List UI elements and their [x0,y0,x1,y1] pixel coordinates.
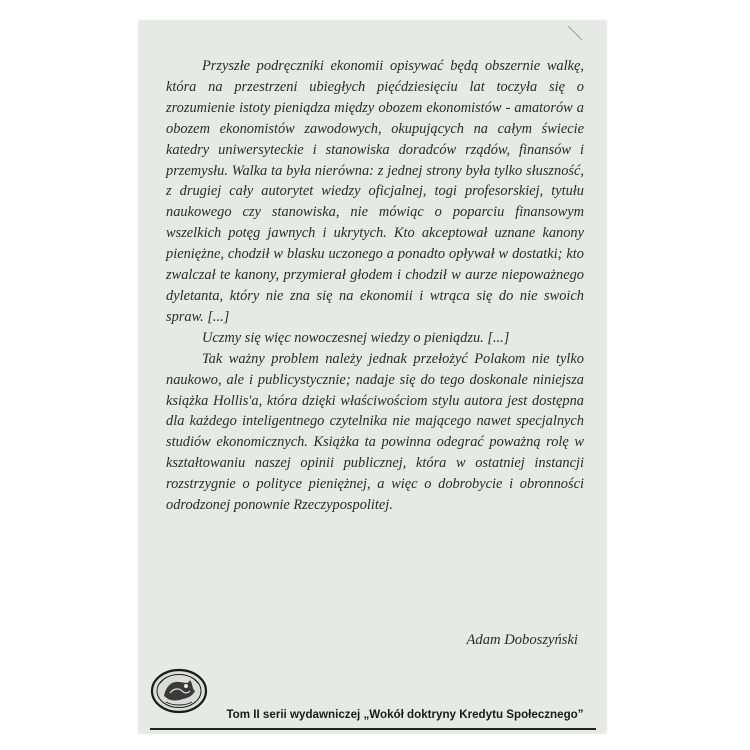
paragraph-2: Uczmy się więc nowoczesnej wiedzy o pieniądzu. [...] [202,329,510,346]
paragraph-3: Tak ważny problem należy jednak przełożyć Polakom nie tylko naukowo, ale i publicystycznie; nadaje się do tego doskonale niniejsza książka Hollis'a, która dzięki właściwościom stylu autora jest dostępna dla każdego inteligentnego czytelnika nie mającego nawet specjalnych studiów ekonomicznych. Książka ta powinna odegrać poważną rolę w kształtowaniu naszej opinii publicznej, która w ostatniej instancji rozstrzygnie o polityce pieniężnej, a więc o dobrobycie i obronności odrodzonej ponownie Rzeczypospolitej. [166,350,584,514]
corner-crease-mark [562,24,592,44]
bottom-rule [150,728,596,730]
series-caption: Tom II serii wydawniczej „Wokół doktryny Kredytu Społecznego” [226,708,584,721]
author-signature: Adam Doboszyński [466,632,578,648]
blurb-text [166,56,584,516]
paragraph-1: Przyszłe podręczniki ekonomii opisywać będą obszernie walkę, która na przestrzeni ubiegłych pięćdziesięciu lat toczyła się o zrozumienie istoty pieniądza między obozem ekonomistów - amatorów a obozem ekonomistów zawodowych, okupujących na całym świecie katedry uniwersyteckie i stanowiska doradców rządów, finansów i przemysłu. Walka ta była nierówna: z jednej strony była tylko słuszność, z drugiej cały autorytet wiedzy oficjalnej, togi profesorskiej, tytułu naukowego czy stanowiska, nie mówiąc o poparciu finansowym wszelkich potęg jawnych i ukrytych. Kto akceptował uznane kanony pieniężne, chodził w blasku uczonego a ponadto opływał w dostatki; kto zwalczał te kanony, przymierał głodem i chodził w aurze niepoważnego dyletanta, który nie zna się na ekonomii i wtrąca się do nie swoich spraw. [...] [166,58,584,325]
